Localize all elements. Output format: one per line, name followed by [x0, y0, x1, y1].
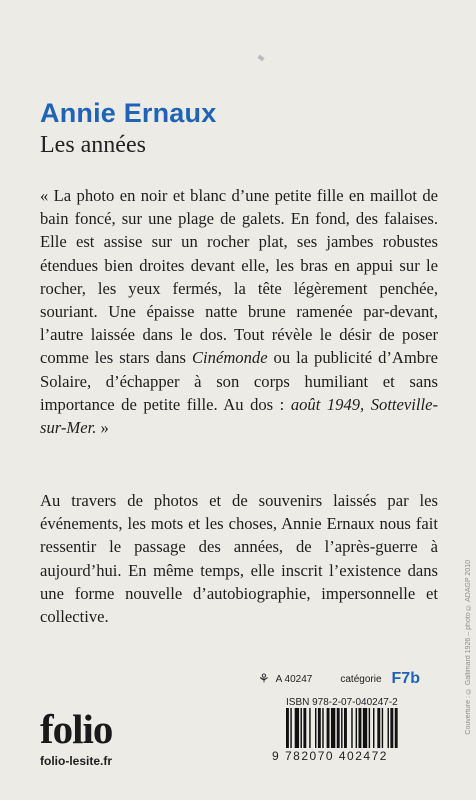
- category-code: F7b: [391, 670, 420, 687]
- category-label: catégorie: [340, 673, 382, 685]
- barcode-icon: [286, 708, 436, 748]
- author-name: Annie Ernaux: [40, 98, 217, 128]
- catalog-info: [258, 670, 420, 688]
- quote-part: ou la publicité d’Ambre Solaire, d’échapper à son corps humiliant et sans importance de petite fille. Au dos :: [40, 348, 438, 414]
- quote-part-italic: août 1949, Sotteville-sur-Mer.: [40, 394, 438, 438]
- publisher-site: folio-lesite.fr: [40, 754, 113, 768]
- quote-part: »: [96, 418, 109, 438]
- quote-part-italic: Cinémonde: [191, 348, 268, 368]
- book-summary: Au travers de photos et de souvenirs laissés par les événements, les mots et les choses, Annie Ernaux nous fait ressentir le passage des années, de l’après-guerre à aujourd’hui. En même temps, elle inscrit l’existence dans une forme nouvelle d’autobiographie, impersonnelle et collective.: [40, 491, 438, 627]
- publisher-logo: folio: [40, 706, 113, 752]
- book-title: Les années: [40, 132, 146, 158]
- excerpt-quote: [40, 184, 438, 439]
- catalog-code: A 40247: [275, 673, 313, 685]
- quote-part: « La photo en noir et blanc d’une petite fille en maillot de bain foncé, sur une plage de galets. En fond, des falaises. Elle est assise sur un rocher plat, ses jambes robustes étendues bien droites devant elle, les bras en appui sur le rocher, les yeux fermés, la tête légèrement penchée, souriant. Une épaisse natte brune ramenée par-devant, l’autre laissée dans le dos. Tout révèle le désir de poser comme les stars dans: [40, 186, 438, 368]
- cover-credit: Couverture : © Gallimard 1926 – photo © ADAGP 2010: [465, 560, 472, 735]
- catalog-symbol-icon: ⚘: [258, 671, 270, 686]
- isbn: ISBN 978-2-07-040247-2: [286, 697, 398, 708]
- print-mark: [257, 55, 264, 62]
- barcode-number: 9 782070 402472: [272, 749, 388, 763]
